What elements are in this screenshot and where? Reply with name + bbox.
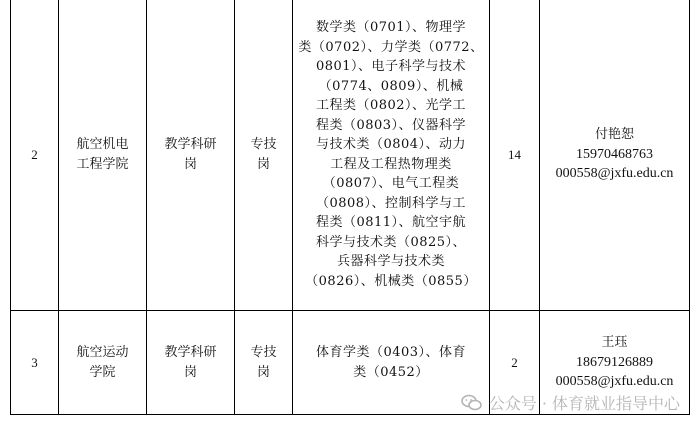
hiring-count: 14	[490, 0, 540, 311]
table-row	[11, 0, 690, 311]
row-index: 2	[11, 0, 59, 311]
contact-info	[540, 311, 690, 415]
major-requirements: 数学类（0701）、物理学 类（0702）、力学类（0772、 0801）、电子科学与技术 （0774、0809）、机械 工程类（0802）、光学工 程类（0803）、仪器科学 与技术类（0804）、动力 工程及工程热物理类 （0807）、电气工程类 （0808）、控制科学与工 程类（0811）、航空宇航 科学与技术类（0825）、 兵器科学与技术类 （0826）、机械类（0855）	[293, 0, 490, 311]
row-index: 3	[11, 311, 59, 415]
contact-email: 000558@jxfu.edu.cn	[555, 374, 674, 390]
contact-info	[540, 0, 690, 311]
hiring-count: 2	[490, 311, 540, 415]
college-name: 航空机电 工程学院	[59, 0, 147, 311]
college-name: 航空运动 学院	[59, 311, 147, 415]
major-requirements: 体育学类（0403）、体育 类（0452）	[293, 311, 490, 415]
post-type: 专技 岗	[235, 0, 293, 311]
watermark-text: 公众号 · 体育就业指导中心	[488, 394, 680, 413]
table-row	[11, 311, 690, 415]
contact-phone: 15970468763	[576, 146, 653, 162]
position-category: 教学科研 岗	[147, 311, 235, 415]
recruitment-table	[10, 0, 690, 415]
contact-email: 000558@jxfu.edu.cn	[555, 166, 674, 182]
post-type: 专技 岗	[235, 311, 293, 415]
contact-phone: 18679126889	[576, 354, 653, 370]
position-category: 教学科研 岗	[147, 0, 235, 311]
contact-name: 王珏	[601, 335, 628, 351]
contact-name: 付艳恕	[594, 127, 634, 143]
